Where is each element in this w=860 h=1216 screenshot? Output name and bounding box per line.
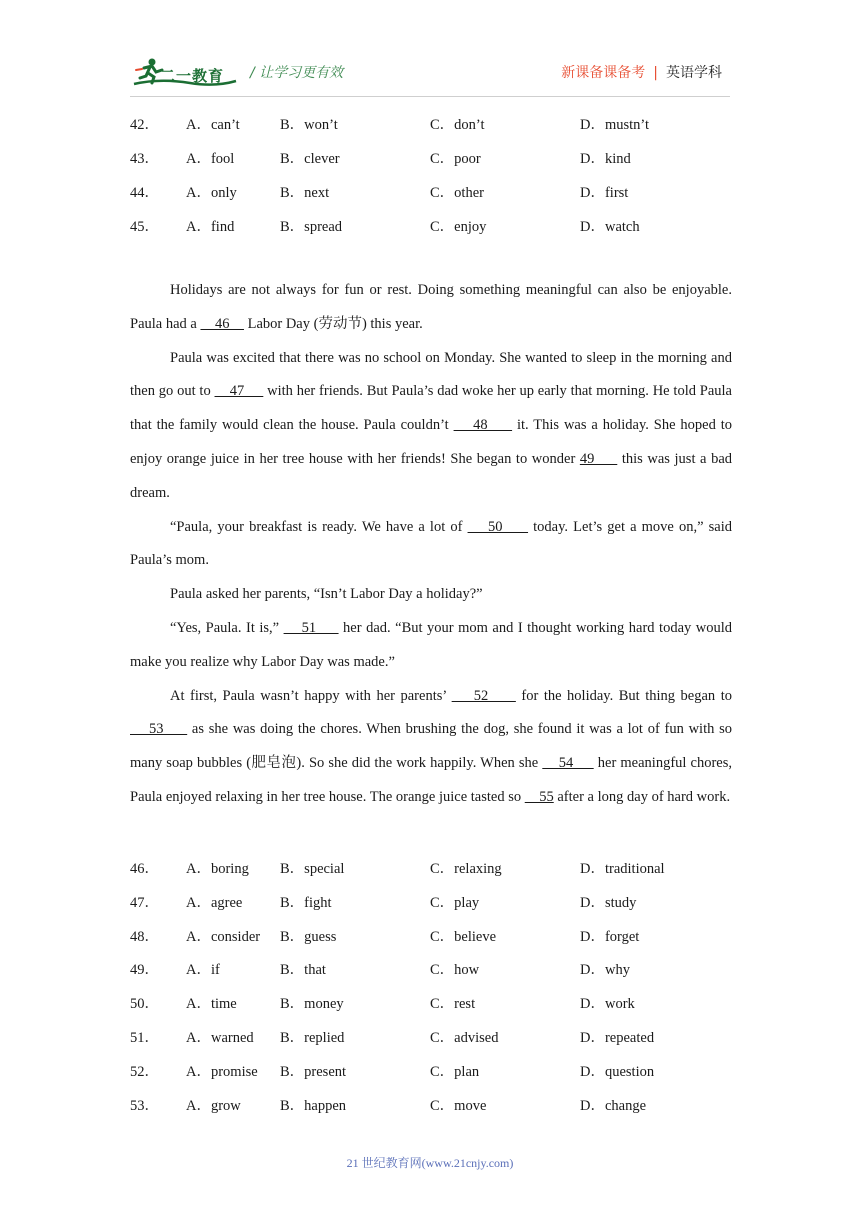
option-a: A．grow xyxy=(186,1098,241,1114)
slogan: / 让学习更有效 xyxy=(250,65,344,81)
option-d: D．repeated xyxy=(580,1030,655,1046)
blank-50: 50 xyxy=(467,518,529,535)
option-d: D．traditional xyxy=(580,861,665,877)
option-row-43 xyxy=(130,147,750,169)
question-number: 46． xyxy=(130,861,159,877)
question-number: 43． xyxy=(130,151,159,167)
paragraph-text: for the holiday. But thing began to xyxy=(515,687,732,704)
option-d: D．forget xyxy=(580,929,640,945)
option-b: B．won’t xyxy=(280,117,338,133)
paragraph-2 xyxy=(130,342,732,511)
blank-47: 47 xyxy=(214,383,264,400)
option-row-46 xyxy=(130,857,750,879)
blank-49: 49 xyxy=(579,450,618,467)
option-c: C．poor xyxy=(430,151,481,167)
option-d: D．change xyxy=(580,1098,647,1114)
option-a: A．promise xyxy=(186,1064,258,1080)
option-row-51 xyxy=(130,1026,750,1048)
option-a: A．consider xyxy=(186,929,261,945)
option-a: A．warned xyxy=(186,1030,254,1046)
option-a: A．time xyxy=(186,996,237,1012)
blank-48: 48 xyxy=(453,417,513,434)
option-b: B．replied xyxy=(280,1030,345,1046)
option-a: A．find xyxy=(186,219,235,235)
paragraph-text: Labor Day (劳动节) this year. xyxy=(243,315,423,332)
paragraph-text: with her friends. But Paula’s dad woke her up early that morning. He told Paula that the family would clean the house. Paula couldn’t xyxy=(130,383,732,434)
header-separator: | xyxy=(653,65,658,81)
question-number: 53． xyxy=(130,1098,159,1114)
question-number: 49． xyxy=(130,962,159,978)
paragraph-text: this was just a bad dream. xyxy=(130,450,733,501)
question-number: 47． xyxy=(130,895,159,911)
option-c: C．enjoy xyxy=(430,219,487,235)
option-c: C．don’t xyxy=(430,117,485,133)
option-b: B．money xyxy=(280,996,344,1012)
paragraph-text: as she was doing the chores. When brushing the dog, she found it was a lot of fun with so many soap bubbles (肥皂泡). So she did the work happily. When she xyxy=(130,721,733,772)
option-c: C．play xyxy=(430,895,480,911)
header-subject: 英语学科 xyxy=(666,65,722,81)
option-row-50 xyxy=(130,992,750,1014)
paragraph-text: Holidays are not always for fun or rest. Doing something meaningful can also be enjoyable. Paula had a xyxy=(130,282,732,332)
paragraph-text: today. Let’s get a move on,” said Paula’s mom. xyxy=(130,518,732,569)
option-b: B．that xyxy=(280,962,326,978)
logo xyxy=(130,56,240,90)
paragraph-3 xyxy=(130,511,732,579)
paragraph-text: after a long day of hard work. xyxy=(553,788,731,805)
header-divider xyxy=(130,96,730,97)
option-b: B．spread xyxy=(280,219,343,235)
option-row-53 xyxy=(130,1094,750,1116)
paragraph-6 xyxy=(130,680,732,815)
option-a: A．can’t xyxy=(186,117,240,133)
paragraph-text: it. This was a holiday. She hoped to enjoy orange juice in her tree house with her friends! She began to wonder xyxy=(130,417,733,467)
paragraph-4: Paula asked her parents, “Isn’t Labor Day a holiday?” xyxy=(170,586,483,603)
paragraph-text: “Yes, Paula. It is,” xyxy=(170,619,284,636)
option-d: D．study xyxy=(580,895,637,911)
page-footer: 21 世纪教育网(www.21cnjy.com) xyxy=(346,1156,514,1170)
logo-text: 二一教育 xyxy=(160,67,225,85)
blank-55: 55 xyxy=(524,788,554,805)
option-b: B．present xyxy=(280,1064,347,1080)
paragraph-text: her meaningful chores, Paula enjoyed relaxing in her tree house. The orange juice tasted so xyxy=(130,755,732,805)
page-header xyxy=(130,56,730,92)
option-row-48 xyxy=(130,925,750,947)
option-d: D．why xyxy=(580,962,630,978)
question-number: 42． xyxy=(130,117,159,133)
header-right xyxy=(561,62,722,82)
blank-53: 53 xyxy=(130,721,188,738)
option-b: B．next xyxy=(280,185,330,201)
option-c: C．rest xyxy=(430,996,476,1012)
option-a: A．agree xyxy=(186,895,243,911)
option-row-49 xyxy=(130,958,750,980)
option-c: C．how xyxy=(430,962,480,978)
header-course-text: 新课备课备考 xyxy=(561,65,646,81)
option-d: D．first xyxy=(580,185,629,201)
option-b: B．happen xyxy=(280,1098,347,1114)
question-number: 52． xyxy=(130,1064,159,1080)
option-c: C．plan xyxy=(430,1064,480,1080)
paragraph-text: At first, Paula wasn’t happy with her parents’ xyxy=(170,687,452,704)
option-b: B．guess xyxy=(280,929,337,945)
blank-46: 46 xyxy=(200,315,244,332)
option-c: C．relaxing xyxy=(430,861,502,877)
option-b: B．special xyxy=(280,861,345,877)
passage xyxy=(130,274,732,815)
question-number: 51． xyxy=(130,1030,159,1046)
option-row-45 xyxy=(130,215,750,237)
option-c: C．other xyxy=(430,185,484,201)
paragraph-text: “Paula, your breakfast is ready. We have a lot of xyxy=(170,518,468,535)
option-a: A．boring xyxy=(186,861,249,877)
paragraph-text: her dad. “But your mom and I thought working hard today would make you realize why Labor Day was made.” xyxy=(130,619,733,670)
question-number: 48． xyxy=(130,929,159,945)
option-d: D．mustn’t xyxy=(580,117,650,133)
blank-52: 52 xyxy=(451,687,516,704)
option-d: D．watch xyxy=(580,219,640,235)
option-a: A．fool xyxy=(186,151,235,167)
option-a: A．only xyxy=(186,185,237,201)
option-c: C．move xyxy=(430,1098,487,1114)
question-number: 44． xyxy=(130,185,159,201)
option-row-44 xyxy=(130,181,750,203)
option-row-52 xyxy=(130,1060,750,1082)
option-a: A．if xyxy=(186,962,220,978)
option-d: D．work xyxy=(580,996,635,1012)
option-d: D．kind xyxy=(580,151,631,167)
option-b: B．clever xyxy=(280,151,340,167)
paragraph-5 xyxy=(130,612,732,680)
option-c: C．believe xyxy=(430,929,497,945)
blank-51: 51 xyxy=(283,619,339,636)
option-c: C．advised xyxy=(430,1030,499,1046)
paragraph-text: Paula was excited that there was no school on Monday. She wanted to sleep in the morning and then go out to xyxy=(130,349,732,400)
question-number: 45． xyxy=(130,219,159,235)
option-b: B．fight xyxy=(280,895,332,911)
question-number: 50． xyxy=(130,996,159,1012)
option-row-47 xyxy=(130,891,750,913)
option-d: D．question xyxy=(580,1064,655,1080)
paragraph-1 xyxy=(130,274,732,342)
blank-54: 54 xyxy=(542,755,594,772)
option-row-42 xyxy=(130,113,750,135)
